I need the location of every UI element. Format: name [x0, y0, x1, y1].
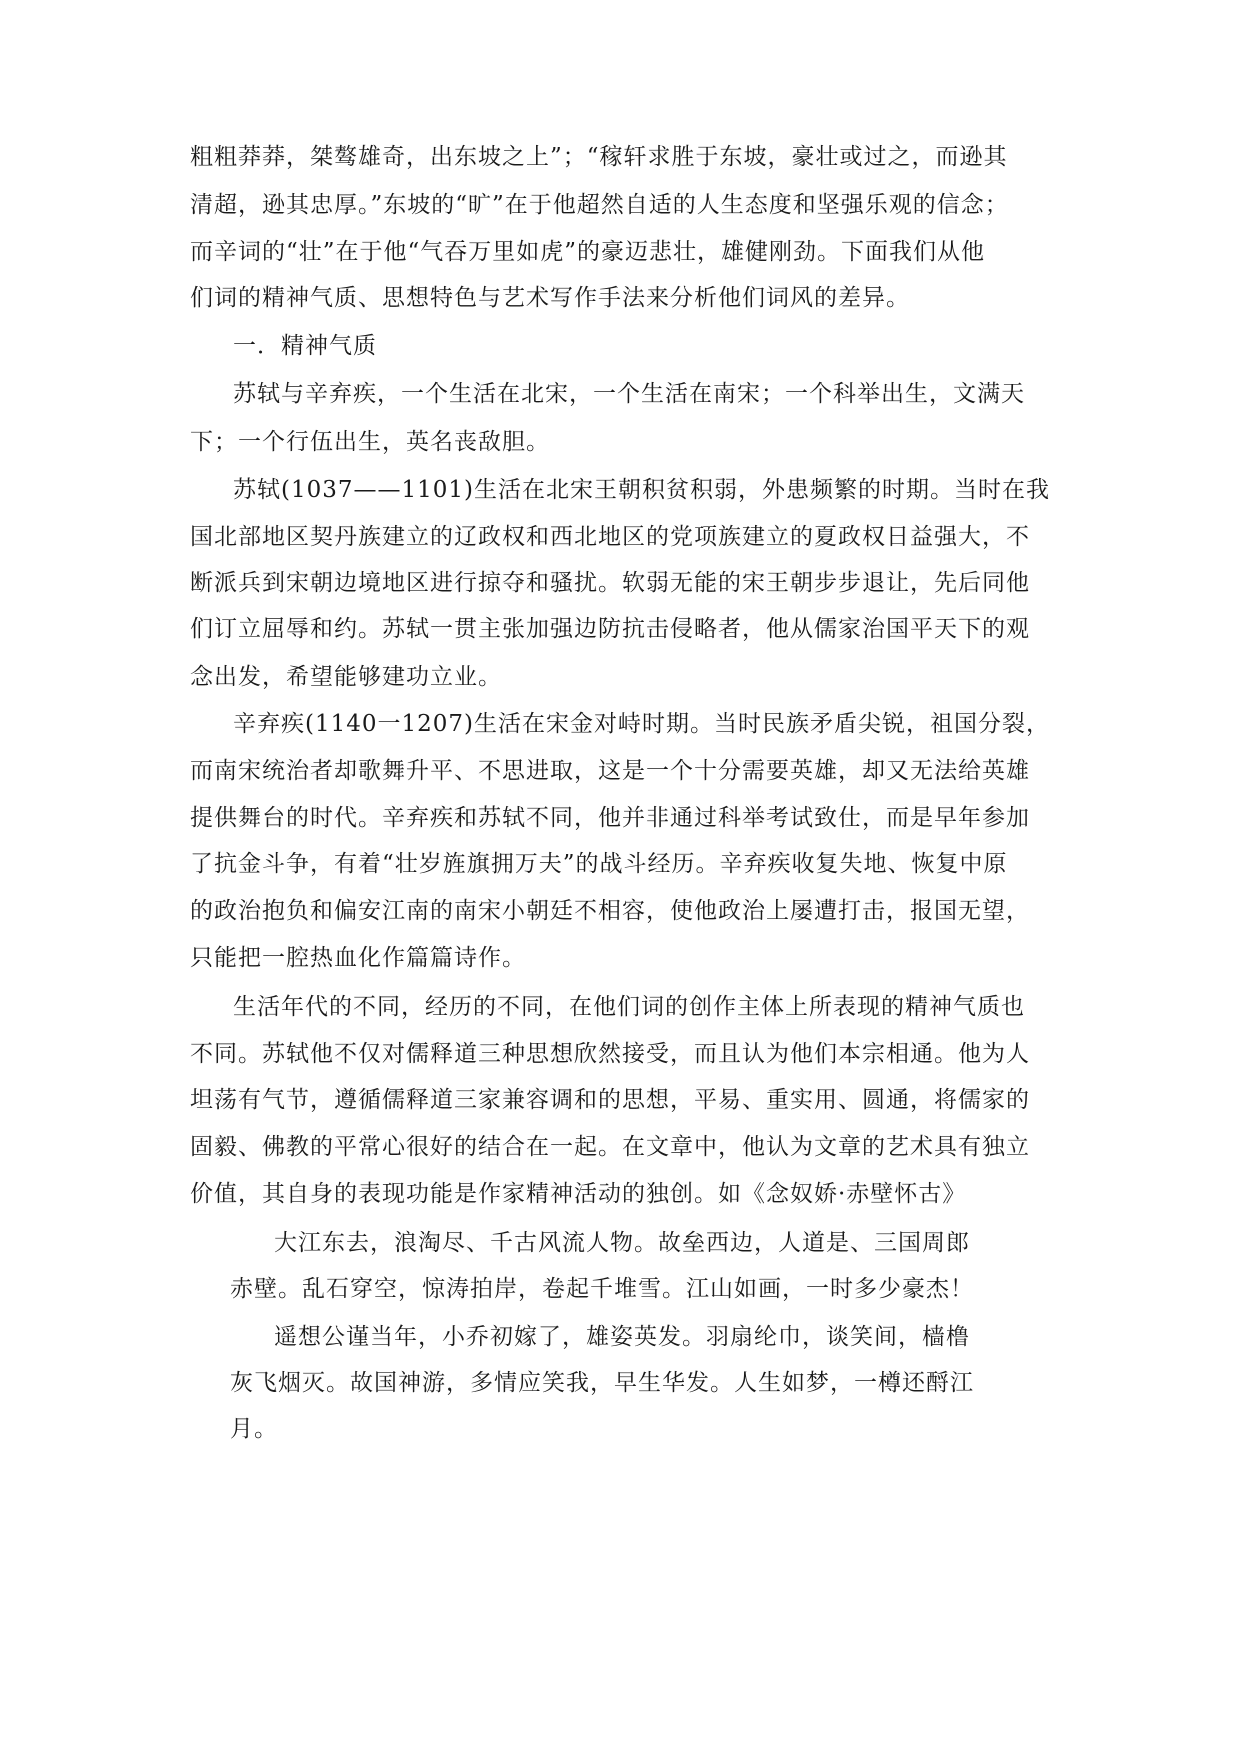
paragraph-line: 不同。苏轼他不仅对儒释道三种思想欣然接受，而且认为他们本宗相通。他为人: [190, 1041, 1030, 1067]
poem-line: 赤壁。乱石穿空，惊涛拍岸，卷起千堆雪。江山如画，一时多少豪杰！: [230, 1276, 974, 1302]
paragraph-line: 们词的精神气质、思想特色与艺术写作手法来分析他们词风的差异。: [190, 285, 910, 311]
paragraph-line: 们订立屈辱和约。苏轼一贯主张加强边防抗击侵略者，他从儒家治国平天下的观: [190, 616, 1030, 642]
paragraph-line: 而南宋统治者却歌舞升平、不思进取，这是一个十分需要英雄，却又无法给英雄: [190, 758, 1030, 784]
paragraph-line: 念出发，希望能够建功立业。: [190, 664, 502, 690]
paragraph-line: 断派兵到宋朝边境地区进行掠夺和骚扰。软弱无能的宋王朝步步退让，先后同他: [190, 570, 1030, 596]
poem-line: 月。: [230, 1416, 278, 1442]
paragraph-line: 价值，其自身的表现功能是作家精神活动的独创。如《念奴娇·赤壁怀古》: [190, 1181, 967, 1207]
paragraph-line: 下；一个行伍出生，英名丧敌胆。: [190, 429, 550, 455]
paragraph-line: 坦荡有气节，遵循儒释道三家兼容调和的思想，平易、重实用、圆通，将儒家的: [190, 1087, 1030, 1113]
paragraph-line: 国北部地区契丹族建立的辽政权和西北地区的党项族建立的夏政权日益强大，不: [190, 524, 1030, 550]
paragraph-line: 生活年代的不同，经历的不同，在他们词的创作主体上所表现的精神气质也: [233, 994, 1025, 1020]
paragraph-line: 只能把一腔热血化作篇篇诗作。: [190, 945, 526, 971]
paragraph-line: 提供舞台的时代。辛弃疾和苏轼不同，他并非通过科举考试致仕，而是早年参加: [190, 805, 1030, 831]
paragraph-line: 苏轼(1037——1101)生活在北宋王朝积贫积弱，外患频繁的时期。当时在我: [233, 477, 1051, 503]
poem-line: 大江东去，浪淘尽、千古风流人物。故垒西边，人道是、三国周郎: [274, 1230, 970, 1256]
paragraph-line: 固毅、佛教的平常心很好的结合在一起。在文章中，他认为文章的艺术具有独立: [190, 1134, 1030, 1160]
paragraph-line: 粗粗莽莽，桀骜雄奇，出东坡之上”；“稼轩求胜于东坡，豪壮或过之，而逊其: [190, 144, 1008, 170]
paragraph-line: 而辛词的“壮”在于他“气吞万里如虎”的豪迈悲壮，雄健刚劲。下面我们从他: [190, 239, 986, 265]
paragraph-line: 苏轼与辛弃疾，一个生活在北宋，一个生活在南宋；一个科举出生，文满天: [233, 381, 1025, 407]
poem-line: 灰飞烟灭。故国神游，多情应笑我，早生华发。人生如梦，一樽还酹江: [230, 1370, 974, 1396]
section-heading: 一．精神气质: [233, 333, 377, 359]
poem-line: 遥想公谨当年，小乔初嫁了，雄姿英发。羽扇纶巾，谈笑间，樯橹: [274, 1324, 970, 1350]
paragraph-line: 了抗金斗争，有着“壮岁旌旗拥万夫”的战斗经历。辛弃疾收复失地、恢复中原: [190, 851, 1008, 877]
paragraph-line: 的政治抱负和偏安江南的南宋小朝廷不相容，使他政治上屡遭打击，报国无望，: [190, 898, 1030, 924]
paragraph-line: 清超，逊其忠厚。”东坡的“旷”在于他超然自适的人生态度和坚强乐观的信念；: [190, 192, 1009, 218]
paragraph-line: 辛弃疾(1140一1207)生活在宋金对峙时期。当时民族矛盾尖锐，祖国分裂，: [233, 711, 1051, 737]
